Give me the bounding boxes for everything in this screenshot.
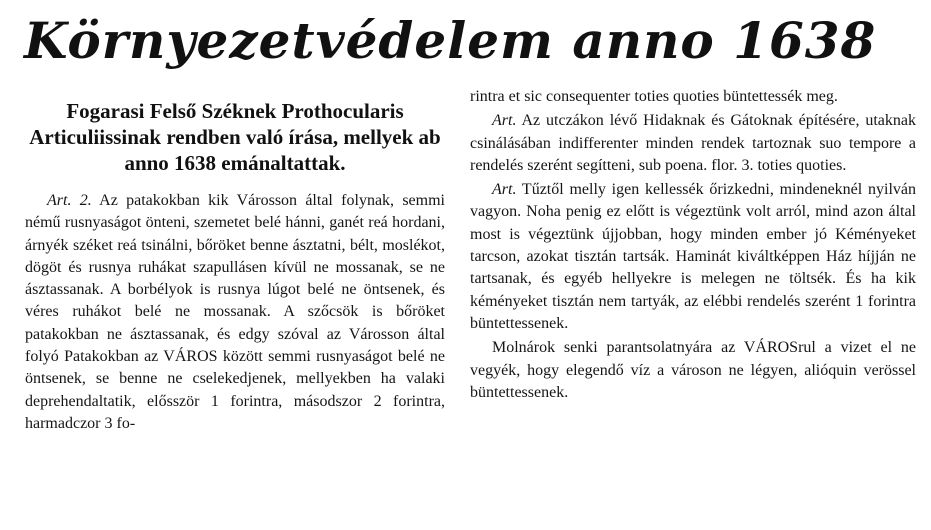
- paragraph-text: Tűztől melly igen kellessék őrizkedni, mindeneknél nyilván vagyon. Noha penig ez előtt is végeztünk volt arról, mind azon által most is végeztünk újjobban, hogy minden ember jó Kéményeket tarcson, azokat tisztán tartsák. Haminát kiváltképpen Ház híjján ne tartsanak, és egyéb hellyekre is melegen ne töltsék. És ha kik kéményeket tisztán nem tartyák, az elébbi rendelés szerént 1 forintra büntettessenek.: [470, 181, 916, 332]
- paragraph-text: Az utczákon lévő Hidaknak és Gátoknak építésére, utaknak csinálásában indifferenter minden rendek tartoznak suo tempore a rendelés szerént segítteni, sub poena. flor. 3. toties quoties.: [470, 112, 916, 174]
- article-label: Art.: [492, 112, 517, 130]
- paragraph-text: Az patakokban kik Városson által folynak, semmi némű rusnyaságot önteni, szemetet belé hánni, ganét reá hordani, árnyék széket reá tsinálni, bőröket benne ásztatni, bélt, moslékot, dögöt és rusnya ruhákat szapullásen kívül ne mossanak, se ne ásztassanak. A borbélyok is rusnya lúgot belé ne öntsenek, és véres ruhákot belé ne mossanak. A szőcsök is bőröket patakokban ne ásztassanak, és edgy szóval az Városson által folyó Patakokban az VÁROS között semmi rusnyaságot belé ne öntsenek, se benne ne cselekedjenek, mellyekben ha valaki deprehendaltatik, elősször 1 forintra, másodszor 2 forintra, harmadczor 3 fo-: [25, 192, 445, 432]
- paragraph-bridges: [470, 110, 916, 177]
- article-title: Környezetvédelem anno 1638: [24, 11, 877, 70]
- paragraph-text: rintra et sic consequenter toties quoties büntettessék meg.: [470, 88, 838, 105]
- paragraph-art-2: [25, 190, 445, 435]
- paragraph-fire: [470, 179, 916, 335]
- paragraph-millers: [470, 337, 916, 404]
- left-column: [25, 92, 445, 435]
- article-label: Art.: [492, 181, 517, 199]
- paragraph-continuation: [470, 86, 916, 108]
- article-label: Art. 2.: [47, 192, 92, 209]
- right-column: [470, 88, 916, 404]
- paragraph-text: Molnárok senki parantsolatnyára az VÁROSrul a vizet el ne vegyék, hogy elegendő víz a városon ne légyen, alióquin verössel büntettessenek.: [470, 339, 916, 401]
- article-heading: Fogarasi Felső Széknek Prothocularis Articuliissinak rendben való írása, mellyek ab anno 1638 emánaltattak.: [29, 99, 441, 175]
